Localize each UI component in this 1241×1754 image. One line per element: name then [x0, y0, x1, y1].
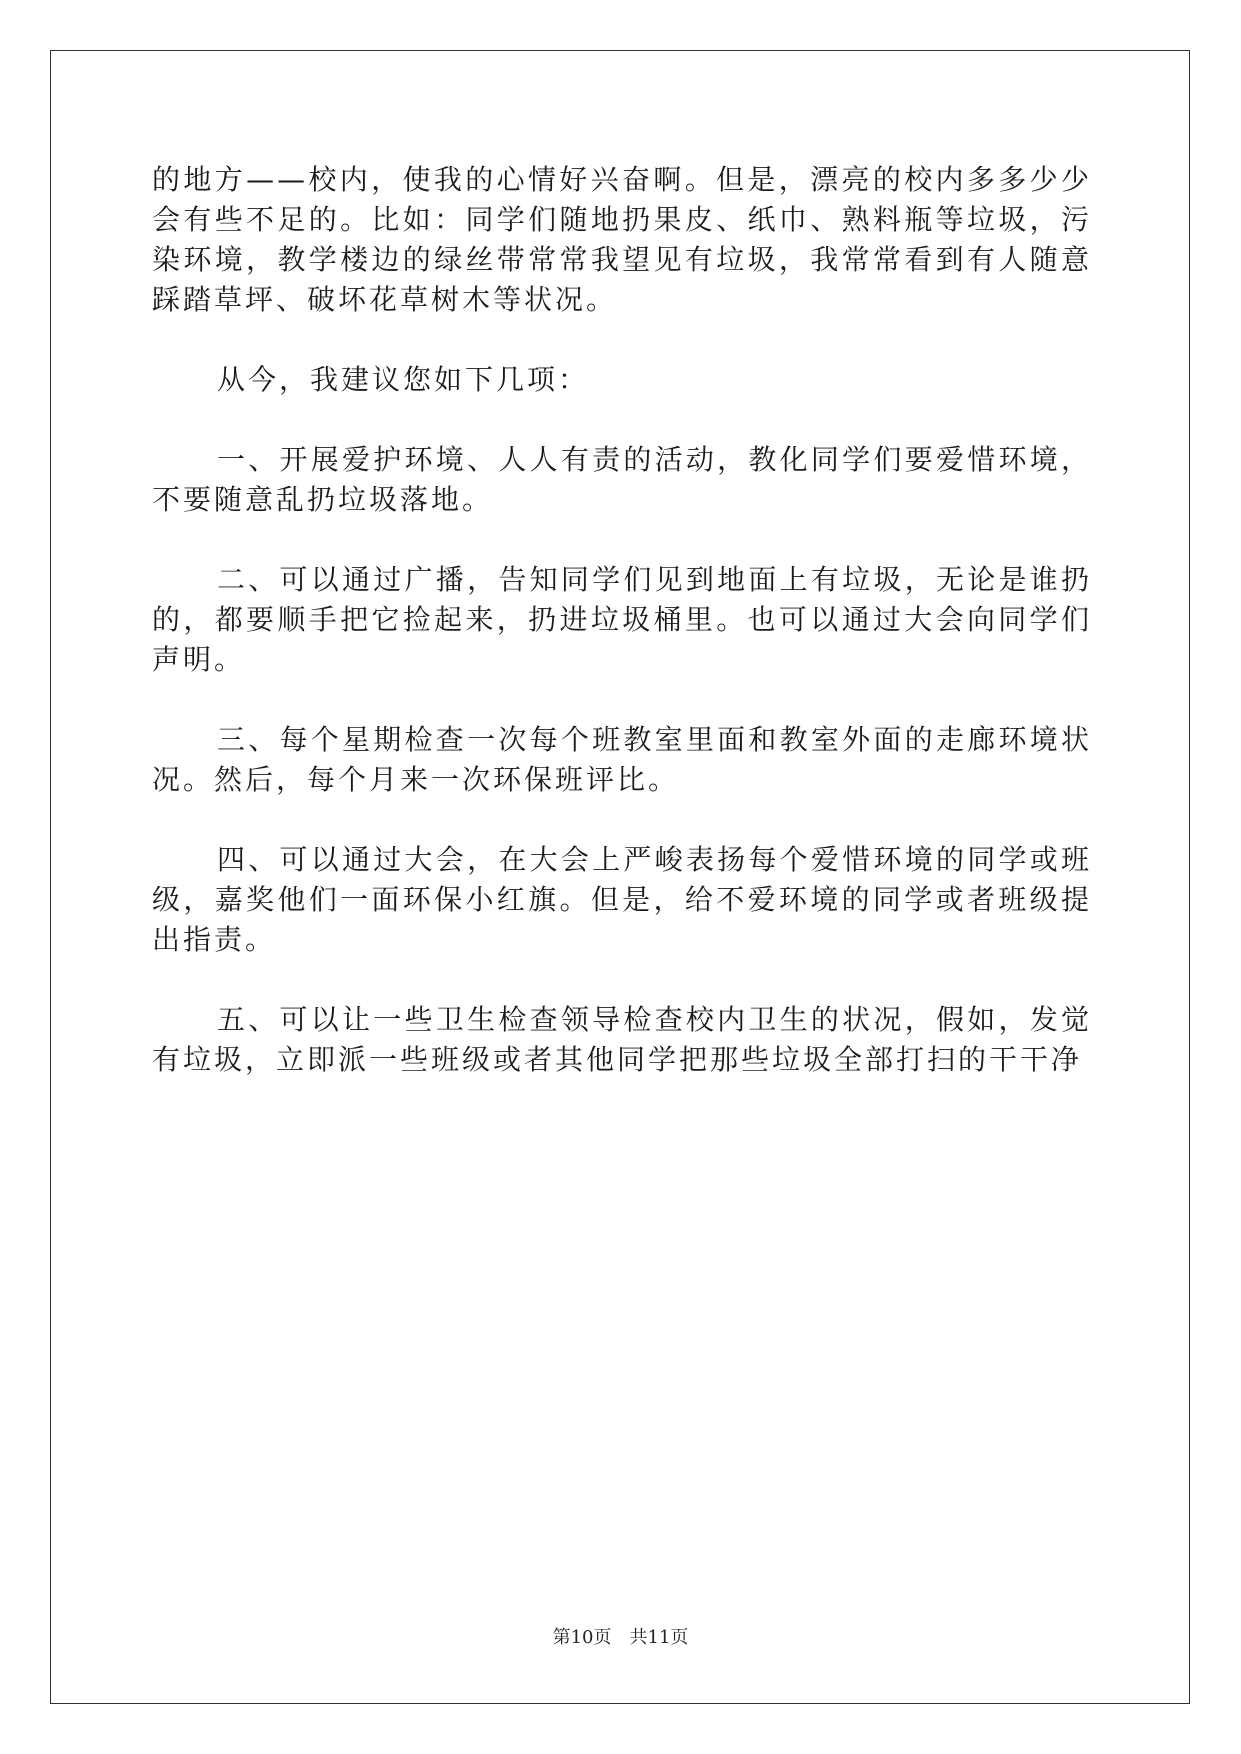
document-body: [152, 160, 1092, 1120]
paragraph-5: 三、每个星期检查一次每个班教室里面和教室外面的走廊环境状况。然后，每个月来一次环保班评比。: [152, 723, 1092, 796]
paragraph-2: 从今，我建议您如下几项：: [217, 363, 590, 396]
paragraph-1: 的地方——校内，使我的心情好兴奋啊。但是，漂亮的校内多多少少会有些不足的。比如：同学们随地扔果皮、纸巾、熟料瓶等垃圾，污染环境，教学楼边的绿丝带常常我望见有垃圾，我常常看到有人随意踩踏草坪、破坏花草树木等状况。: [152, 163, 1092, 316]
page-number-current: 第10页: [552, 1627, 612, 1648]
page-number-total: 共11页: [629, 1627, 689, 1648]
paragraph-7: 五、可以让一些卫生检查领导检查校内卫生的状况，假如，发觉有垃圾，立即派一些班级或者其他同学把那些垃圾全部打扫的干干净: [152, 1003, 1092, 1076]
page-footer: [0, 1626, 1241, 1650]
paragraph-3: 一、开展爱护环境、人人有责的活动，教化同学们要爱惜环境，不要随意乱扔垃圾落地。: [152, 443, 1092, 516]
paragraph-4: 二、可以通过广播，告知同学们见到地面上有垃圾，无论是谁扔的，都要顺手把它捡起来，扔进垃圾桶里。也可以通过大会向同学们声明。: [152, 563, 1092, 676]
paragraph-6: 四、可以通过大会，在大会上严峻表扬每个爱惜环境的同学或班级，嘉奖他们一面环保小红旗。但是，给不爱环境的同学或者班级提出指责。: [152, 843, 1092, 956]
